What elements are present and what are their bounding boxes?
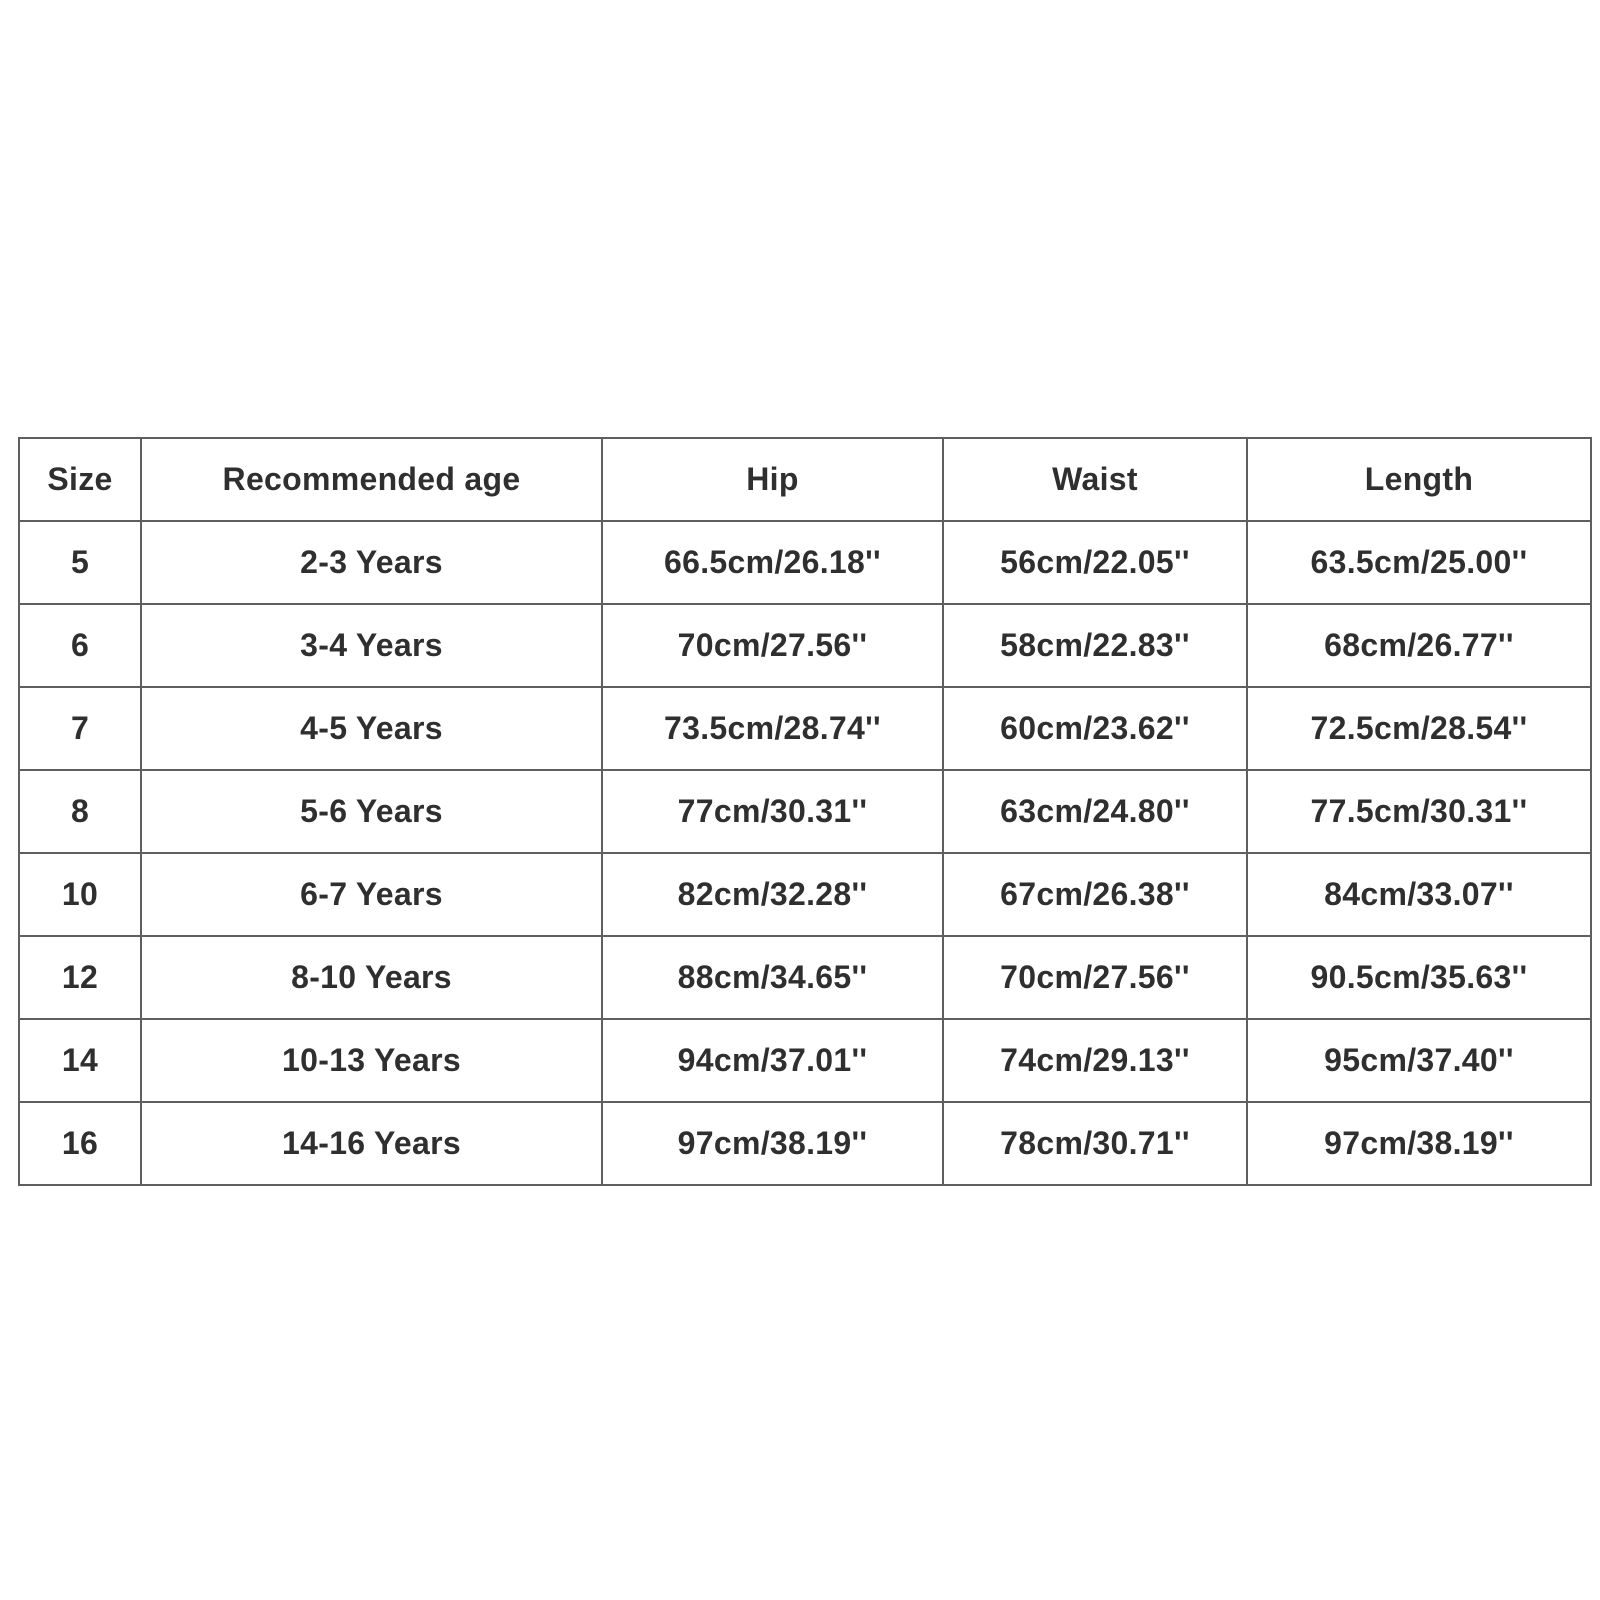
cell-length: 84cm/33.07'' [1247, 853, 1591, 936]
cell-hip: 94cm/37.01'' [602, 1019, 943, 1102]
table-row [19, 770, 1591, 853]
table-row [19, 1019, 1591, 1102]
cell-hip: 97cm/38.19'' [602, 1102, 943, 1185]
table-row [19, 853, 1591, 936]
cell-length: 97cm/38.19'' [1247, 1102, 1591, 1185]
table-row [19, 687, 1591, 770]
cell-size: 8 [19, 770, 141, 853]
cell-hip: 70cm/27.56'' [602, 604, 943, 687]
table-row [19, 936, 1591, 1019]
size-chart [18, 437, 1590, 1186]
cell-hip: 77cm/30.31'' [602, 770, 943, 853]
cell-hip: 88cm/34.65'' [602, 936, 943, 1019]
cell-size: 12 [19, 936, 141, 1019]
cell-waist: 63cm/24.80'' [943, 770, 1247, 853]
cell-recommended-age: 14-16 Years [141, 1102, 602, 1185]
cell-waist: 60cm/23.62'' [943, 687, 1247, 770]
cell-length: 63.5cm/25.00'' [1247, 521, 1591, 604]
header-recommended-age: Recommended age [141, 438, 602, 521]
cell-recommended-age: 5-6 Years [141, 770, 602, 853]
cell-length: 95cm/37.40'' [1247, 1019, 1591, 1102]
cell-size: 16 [19, 1102, 141, 1185]
table-row [19, 1102, 1591, 1185]
cell-size: 10 [19, 853, 141, 936]
header-hip: Hip [602, 438, 943, 521]
cell-length: 68cm/26.77'' [1247, 604, 1591, 687]
cell-waist: 67cm/26.38'' [943, 853, 1247, 936]
header-length: Length [1247, 438, 1591, 521]
cell-waist: 70cm/27.56'' [943, 936, 1247, 1019]
cell-recommended-age: 4-5 Years [141, 687, 602, 770]
cell-waist: 58cm/22.83'' [943, 604, 1247, 687]
header-size: Size [19, 438, 141, 521]
cell-recommended-age: 3-4 Years [141, 604, 602, 687]
cell-recommended-age: 6-7 Years [141, 853, 602, 936]
header-waist: Waist [943, 438, 1247, 521]
cell-size: 14 [19, 1019, 141, 1102]
table-row [19, 604, 1591, 687]
cell-waist: 78cm/30.71'' [943, 1102, 1247, 1185]
cell-hip: 82cm/32.28'' [602, 853, 943, 936]
cell-length: 90.5cm/35.63'' [1247, 936, 1591, 1019]
cell-length: 72.5cm/28.54'' [1247, 687, 1591, 770]
cell-recommended-age: 10-13 Years [141, 1019, 602, 1102]
cell-size: 6 [19, 604, 141, 687]
cell-length: 77.5cm/30.31'' [1247, 770, 1591, 853]
table-row [19, 521, 1591, 604]
size-table [18, 437, 1592, 1186]
header-row [19, 438, 1591, 521]
cell-size: 5 [19, 521, 141, 604]
cell-waist: 74cm/29.13'' [943, 1019, 1247, 1102]
cell-size: 7 [19, 687, 141, 770]
cell-recommended-age: 2-3 Years [141, 521, 602, 604]
cell-hip: 66.5cm/26.18'' [602, 521, 943, 604]
cell-recommended-age: 8-10 Years [141, 936, 602, 1019]
cell-waist: 56cm/22.05'' [943, 521, 1247, 604]
cell-hip: 73.5cm/28.74'' [602, 687, 943, 770]
